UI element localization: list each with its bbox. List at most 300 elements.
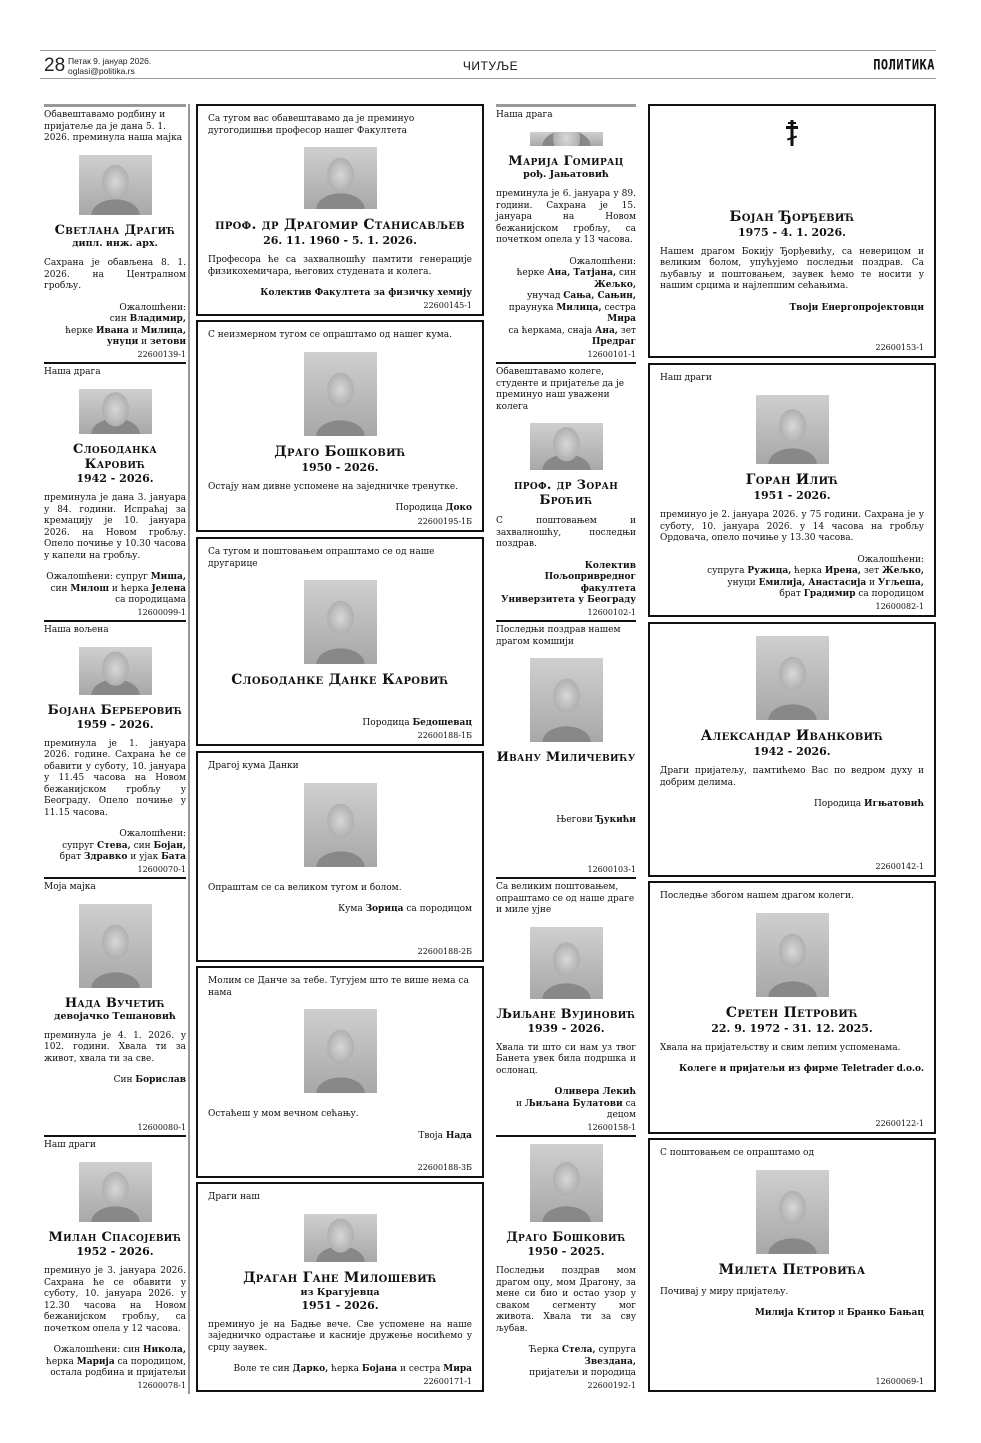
obituary-notice [196, 966, 484, 1178]
life-dates: 1950 - 2025. [527, 1245, 605, 1258]
notice-intro: Последњи поздрав нашем драгом комшији [496, 625, 621, 647]
obituary-notice [196, 1182, 484, 1392]
signature-text: ћерка [328, 1364, 362, 1374]
mourner-name: Никола, [143, 1345, 186, 1355]
spacer [660, 169, 924, 209]
signature-text: брат [779, 589, 804, 599]
signature-line [660, 555, 924, 567]
notice-intro: Молим се Данче за тебе. Тугујем што те више нема са нама [208, 976, 469, 998]
deceased-name: Светлана Драгић [54, 223, 176, 238]
signature-text: са породицом [855, 589, 924, 599]
mourner-name: Бранко Бањац [846, 1308, 924, 1318]
life-dates: 1950 - 2026. [301, 460, 379, 474]
ad-code: 12600101-1 [587, 349, 636, 359]
mourner-name: Сања, Сањин, [563, 291, 636, 301]
mourner-name: Јелена [151, 583, 186, 594]
signature-text: Ожалошћени: [119, 302, 186, 313]
obituary-notice [196, 751, 484, 962]
deceased-name: Александар Иванковић [700, 728, 884, 744]
mourner-name: унуци [106, 337, 139, 347]
obituary-notice [44, 1135, 186, 1393]
life-dates: 1951 - 2026. [753, 489, 831, 502]
signature [44, 829, 186, 864]
signature-line [208, 1131, 472, 1143]
mourner-name: Милица, [140, 325, 186, 336]
signature-text: Воле те син [233, 1364, 293, 1374]
signature-text: Син [113, 1075, 136, 1085]
spacer [496, 765, 636, 805]
notice-text: Хвала ти што си нам уз твог Банета увек била подршка и ослонац. [496, 1042, 636, 1076]
mourner-name: Бојана [361, 1364, 398, 1374]
signature-line [44, 852, 186, 864]
deceased-name: Љиљане Вујиновић [496, 1006, 636, 1022]
deceased-name: Слободанке Данке Каровић [231, 672, 449, 688]
header-bottom-rule [40, 78, 936, 79]
notice-intro: Обавештавамо колеге, студенте и пријатеље да је преминуо наш уважени колега [496, 367, 625, 412]
signature-line [660, 1064, 924, 1076]
signature-text: Ћерка [529, 1345, 562, 1355]
signature [496, 815, 636, 827]
signature-line [660, 578, 924, 590]
portrait-photo [79, 1162, 152, 1223]
notice-intro: Са тугом и поштовањем опраштамо се од наше другарице [208, 547, 435, 569]
notice-text: Хвала на пријатељству и свим лепим успоменама. [660, 1042, 901, 1053]
signature-line [44, 841, 186, 853]
mourner-name: Жељко, [881, 566, 924, 576]
signature-line [660, 303, 924, 315]
signature-text: Ожалошћени: [119, 829, 186, 839]
signature [208, 1364, 472, 1376]
signature-line [44, 1075, 186, 1087]
signature-text: ћерке [65, 325, 96, 336]
life-dates: 1951 - 2026. [301, 1298, 379, 1312]
name-subtitle: рођ. Јањатовић [523, 169, 609, 180]
signature-text: Његови [556, 815, 596, 825]
notice-text: Нашем драгом Бокију Ђорђевићу, са неверицом и великим болом, упућујемо последњи поздрав. Са љубављу и поштовањем, заувек ћемо те носити у нашим срцима и најлепшим сећањима. [660, 246, 924, 291]
mourner-name: Мира [607, 314, 636, 324]
mourner-name: Игњатовић [863, 799, 924, 809]
mourner-name: Марија [76, 1356, 115, 1367]
signature-line [44, 572, 186, 584]
notice-intro: Последње збогом нашем драгом колеги. [660, 891, 854, 901]
signature-text: остала родбина и пријатељи [50, 1368, 186, 1378]
deceased-name: Драган Гане Милошевић [243, 1269, 437, 1286]
mourner-name: Колектив [584, 560, 636, 571]
signature [44, 1345, 186, 1380]
notice-text: преминуо је на Бадње вече. Све успомене на наше заједничко одрастање и касније дружење носићемо у срцу заувек. [208, 1319, 472, 1353]
signature-line [496, 595, 636, 607]
signature-line [44, 314, 186, 326]
column-divider [488, 104, 490, 1394]
notice-intro: Наш драги [660, 373, 712, 383]
obituary-notice [648, 104, 936, 358]
signature-text: и ујак [127, 852, 162, 862]
obituary-notice [44, 104, 186, 362]
deceased-name: Милан Спасојевић [48, 1230, 182, 1245]
portrait-photo [756, 913, 829, 997]
signature-line [496, 1099, 636, 1122]
notice-text: Остају нам дивне успомене на заједничке тренутке. [208, 481, 459, 492]
notice-intro: С неизмерном тугом се опраштамо од нашег кума. [208, 330, 452, 340]
signature-text: и сестра [397, 1364, 444, 1374]
signature-text: Кума [338, 904, 366, 914]
signature-line [496, 257, 636, 269]
signature-text: са ћеркама, снаја [508, 325, 596, 336]
signature-line [44, 595, 186, 607]
ad-code: 12600080-1 [137, 1122, 186, 1132]
ad-code: 22600153-1 [875, 342, 924, 352]
portrait-photo [304, 147, 377, 209]
portrait-photo [304, 1214, 377, 1262]
mourner-name: Ана, Татјана, [547, 268, 617, 278]
life-dates: 1942 - 2026. [753, 745, 831, 758]
deceased-name: Нада Вучетић [64, 995, 166, 1011]
signature [660, 303, 924, 315]
deceased-name: Драго Бошковић [274, 443, 406, 460]
life-dates: 1959 - 2026. [76, 717, 154, 731]
ad-code: 22600188-2Б [417, 946, 472, 956]
obituary-notice [496, 877, 636, 1135]
portrait-photo [79, 904, 152, 988]
obituary-notice [196, 104, 484, 316]
deceased-name: Драго Бошковић [506, 1230, 626, 1245]
deceased-name: Милета Петровића [718, 1261, 866, 1278]
newspaper-logo: ПОЛИТИКА [873, 56, 935, 74]
notice-intro: Наша драга [44, 367, 101, 377]
notice-text: преминула је 4. 1. 2026. у 102. години. Хвала ти за живот, хвала ти за све. [44, 1030, 186, 1064]
signature [208, 503, 472, 515]
signature-text: са породицама [115, 595, 186, 605]
signature-text: Породица [395, 503, 446, 513]
signature-text: син [109, 314, 130, 324]
signature-text: Ожалошћени: син [53, 1345, 143, 1355]
signature [496, 1087, 636, 1122]
deceased-name: Горан Илић [745, 472, 839, 488]
mourner-name: Ђукићи [595, 815, 636, 825]
signature [496, 561, 636, 607]
portrait-photo [304, 352, 377, 436]
mourner-name: Нада [445, 1130, 472, 1141]
signature [208, 718, 472, 730]
signature-text: и [515, 1098, 525, 1109]
signature [44, 303, 186, 349]
signature-text: и ћерка [109, 583, 152, 594]
life-dates: 22. 9. 1972 - 31. 12. 2025. [711, 1021, 873, 1035]
mourner-name: Универзитета у Београду [501, 595, 636, 605]
orthodox-cross-icon [660, 120, 924, 151]
notice-text: Опраштам се са великом тугом и болом. [208, 882, 402, 893]
mourner-name: Доко [445, 503, 472, 513]
mourner-name: Ружица, [747, 566, 792, 576]
portrait-photo [530, 658, 603, 742]
mourner-name: Бата [161, 852, 186, 862]
mourner-name: Бедошевац [412, 718, 472, 728]
signature-line [496, 326, 636, 349]
signature [208, 288, 472, 300]
signature-text: зет [861, 566, 882, 576]
obituary-notice [496, 362, 636, 620]
deceased-name: Бојана Берберовић [47, 702, 183, 718]
signature-text: Ожалошћени: [569, 256, 636, 267]
notice-intro: Моја мајка [44, 882, 96, 892]
signature [660, 1308, 924, 1320]
obituary-notice [496, 1135, 636, 1393]
ad-code: 22600195-1Б [417, 516, 472, 526]
signature-line [660, 589, 924, 601]
mourner-name: Угљеша, [877, 577, 924, 588]
signature-line [44, 829, 186, 841]
mourner-name: Пољопривредног факултета [544, 572, 636, 594]
signature-line [44, 584, 186, 596]
ad-code: 12600103-1 [587, 864, 636, 874]
deceased-name: Сретен Петровић [725, 1004, 859, 1021]
notice-text: преминула је 1. јануара 2026. године. Сахрана ће се обавити у суботу, 10. јануара у 11.45 часова на Новом бежанијском гробљу у Београду. Опело почиње у 11.15 часова. [44, 738, 186, 818]
ad-code: 22600139-1 [137, 349, 186, 359]
portrait-photo [530, 1144, 603, 1222]
mourner-name: Зорица [365, 904, 404, 914]
signature-line [496, 572, 636, 595]
signature-text: и [835, 1308, 847, 1318]
mourner-name: Стела, [561, 1345, 596, 1355]
obituary-notice [648, 881, 936, 1134]
name-subtitle: девојачко Тешановић [54, 1010, 176, 1022]
signature-line [44, 1345, 186, 1357]
portrait-photo [756, 1170, 829, 1254]
ad-code: 22600142-1 [875, 861, 924, 871]
portrait-photo [530, 927, 603, 999]
signature-text: и [138, 337, 151, 347]
name-subtitle: дипл. инж. арх. [72, 238, 158, 249]
signature-text: и [866, 577, 878, 588]
signature-text: са децом [606, 1098, 636, 1120]
signature [496, 257, 636, 349]
notice-intro: Драгој кума Данки [208, 761, 299, 771]
header-top-rule [40, 50, 936, 51]
mourner-name: Емилија, Анастасија [758, 577, 867, 588]
issue-date: Петак 9. јануар 2026. [68, 56, 152, 66]
notice-intro: С поштовањем се опраштамо од [660, 1148, 815, 1158]
mourner-name: Звездана, [584, 1356, 636, 1367]
life-dates: 26. 11. 1960 - 5. 1. 2026. [263, 234, 417, 247]
notice-text: Драги пријатељу, памтићемо Вас по ведром духу и добрим делима. [660, 766, 924, 788]
notice-text: Сахрана је обављена 8. 1. 2026. на Централном гробљу. [44, 258, 186, 291]
page-number: 28 [44, 55, 66, 76]
mourner-name: Ана, [595, 325, 618, 336]
signature-line [44, 337, 186, 349]
obituary-notice [196, 320, 484, 532]
mourner-name: Мира [443, 1364, 472, 1374]
signature-line [660, 1308, 924, 1320]
signature [660, 555, 924, 601]
portrait-photo [304, 1009, 377, 1093]
mourner-name: Колектив Факултета за физичку хемију [260, 288, 472, 298]
obituary-notice [196, 537, 484, 746]
portrait-photo [530, 423, 603, 470]
obituary-notice [648, 622, 936, 877]
ad-code: 12600099-1 [137, 607, 186, 617]
signature [208, 1131, 472, 1143]
signature [208, 904, 472, 916]
contact-email[interactable]: oglasi@politika.rs [68, 66, 135, 76]
notice-text: Професора ће са захвалношћу памтити генерације физикохемичара, његових студената и колега. [208, 255, 472, 277]
signature-line [660, 566, 924, 578]
portrait-photo [304, 783, 377, 867]
notice-text: преминула је дана 3. јануара у 84. години. Испраћај за кремацију је 10. јануара 2026. на Новом гробљу. Опело почиње у 10.30 часова у капели на гробљу. [44, 493, 186, 561]
mourner-name: Дарко, [292, 1364, 329, 1374]
signature-text: Породица [362, 718, 413, 728]
signature-line [496, 561, 636, 573]
signature-line [496, 815, 636, 827]
portrait-photo [756, 395, 829, 465]
ad-code: 12600070-1 [137, 864, 186, 874]
mourner-name: Бојан, [153, 840, 186, 851]
mourner-name: Ирена, [824, 566, 861, 576]
signature-line [208, 904, 472, 916]
notice-text: Остаћеш у мом вечном сећању. [208, 1109, 359, 1119]
ad-code: 22600122-1 [875, 1118, 924, 1128]
signature-text: са породицом [403, 904, 472, 914]
notice-text: Почивај у миру пријатељу. [660, 1286, 789, 1297]
signature-text: и [128, 325, 141, 336]
obituary-notice [648, 363, 936, 617]
obituary-notice [44, 620, 186, 877]
mourner-name: Милош [70, 583, 110, 594]
ad-code: 12600078-1 [137, 1380, 186, 1390]
notice-intro: Наша драга [496, 110, 553, 120]
signature-line [496, 1087, 636, 1099]
mourner-name: Милија Ктитор [754, 1308, 836, 1318]
life-dates: 1952 - 2026. [76, 1245, 154, 1258]
notice-intro: Обавештавамо родбину и пријатеље да је дана 5. 1. 2026. преминула наша мајка [44, 110, 183, 143]
deceased-name: Ивану Миличевићу [496, 750, 636, 765]
deceased-name: Бојан Ђорђевић [729, 208, 855, 225]
signature-text: зет [617, 325, 636, 336]
ad-code: 22600145-1 [423, 300, 472, 310]
ad-code: 22600188-3Б [417, 1162, 472, 1172]
signature-text: сестра [601, 302, 636, 313]
notice-intro: Драги наш [208, 1192, 260, 1202]
signature-line [208, 288, 472, 300]
signature-line [44, 1357, 186, 1369]
portrait-photo [304, 580, 377, 664]
spacer [208, 689, 472, 708]
mourner-name: Жељко, [593, 279, 636, 290]
portrait-photo [79, 389, 152, 435]
signature-text: супруг [62, 840, 98, 851]
life-dates: 1942 - 2026. [76, 472, 154, 485]
mourner-name: Владимир, [129, 314, 186, 324]
obituary-notice [648, 1138, 936, 1392]
notice-text: Последњи поздрав мом драгом оцу, мом Драгону, за мене си био и остао узор у сваком сегменту мог живота. Хвала ти за сву љубав. [496, 1266, 636, 1334]
signature-text: пријатељи и породица [529, 1368, 636, 1378]
ad-code: 22600192-1 [587, 1380, 636, 1390]
mourner-name: Ивана [95, 325, 129, 336]
signature-line [44, 303, 186, 315]
column-divider [188, 104, 190, 1394]
ad-code: 12600102-1 [587, 607, 636, 617]
signature-text: унучад [526, 291, 564, 301]
signature-text: ћерка [791, 566, 825, 576]
mourner-name: Колеге и пријатељи из фирме Teletrader d.o.o. [679, 1064, 924, 1074]
signature-text: син [50, 583, 71, 594]
mourner-name: зетови [150, 337, 186, 347]
mourner-name: Милица, [556, 302, 602, 313]
mourner-name: Миша, [150, 572, 186, 582]
signature [44, 1075, 186, 1087]
signature-line [44, 326, 186, 338]
signature-text: супруга [595, 1345, 636, 1355]
mourner-name: Стева, [97, 840, 131, 851]
obituary-notice [496, 620, 636, 877]
signature-text: син [130, 840, 154, 851]
signature-line [496, 303, 636, 326]
signature-text: Ожалошћени: [857, 554, 924, 565]
signature [660, 799, 924, 811]
signature-text: са породицом, [114, 1356, 186, 1367]
notice-text: преминула је 6. јануара у 89. години. Сахрана је 15. јануара на Новом бежанијском гробљу, са почетком опела у 13 часова. [496, 189, 636, 245]
ad-code: 22600188-1Б [417, 730, 472, 740]
signature-text: брат [59, 852, 85, 862]
signature-text: Породица [813, 799, 864, 809]
signature [496, 1345, 636, 1380]
notice-intro: Са великим поштовањем, опраштамо се од наше драге и миле ујне [496, 882, 635, 915]
mourner-name: Борислав [135, 1075, 186, 1085]
signature-line [496, 291, 636, 303]
signature-line [496, 1368, 636, 1380]
notice-intro: Наша вољена [44, 625, 109, 635]
ad-code: 12600158-1 [587, 1122, 636, 1132]
signature-line [660, 799, 924, 811]
signature-line [208, 1364, 472, 1376]
mourner-name: Предраг [591, 337, 636, 347]
obituary-notice [496, 104, 636, 362]
portrait-photo [756, 636, 829, 720]
ad-code: 22600171-1 [423, 1376, 472, 1386]
signature [44, 572, 186, 607]
notice-intro: Наш драги [44, 1140, 96, 1150]
portrait-photo [79, 647, 152, 695]
signature-text: ћерке [516, 268, 548, 278]
ad-code: 12600082-1 [875, 601, 924, 611]
signature-line [44, 1368, 186, 1380]
deceased-name: проф. др Драгомир Станисављев [215, 217, 465, 233]
signature-line [496, 268, 636, 291]
deceased-name: Слободанка Каровић [72, 442, 158, 472]
signature-text: Твоја [418, 1130, 446, 1141]
deceased-name: Марија Гомирац [508, 154, 624, 169]
notice-text: преминуо је 2. јануара 2026. у 75 години. Сахрана је у суботу, 10. јануара 2026. у 14 часова на гробљу Ордовача, опело почиње у 13.30 часова. [660, 510, 924, 543]
section-title: ЧИТУЉЕ [462, 59, 519, 73]
portrait-photo [79, 155, 152, 216]
obituary-notice [44, 877, 186, 1135]
notice-intro: Са тугом вас обавештавамо да је преминуо дугогодишњи професор нашег Факултета [208, 114, 415, 136]
signature-text: праунука [508, 302, 557, 313]
signature-text: унуци [727, 577, 759, 588]
mourner-name: Здравко [84, 852, 128, 862]
mourner-name: Градимир [803, 589, 856, 599]
life-dates: 1975 - 4. 1. 2026. [738, 225, 846, 239]
obituary-notice [44, 362, 186, 620]
mourner-name: Оливера Лекић [554, 1087, 636, 1097]
signature-text: син [616, 268, 636, 278]
signature-text: ћерка [46, 1356, 77, 1367]
ad-code: 12600069-1 [875, 1376, 924, 1386]
signature-line [208, 718, 472, 730]
signature-text: супруга [707, 566, 748, 576]
signature [660, 1064, 924, 1076]
notice-text: С поштовањем и захвалношћу, последњи поздрав. [496, 516, 636, 549]
mourner-name: Љиљана Булатови [524, 1098, 623, 1109]
